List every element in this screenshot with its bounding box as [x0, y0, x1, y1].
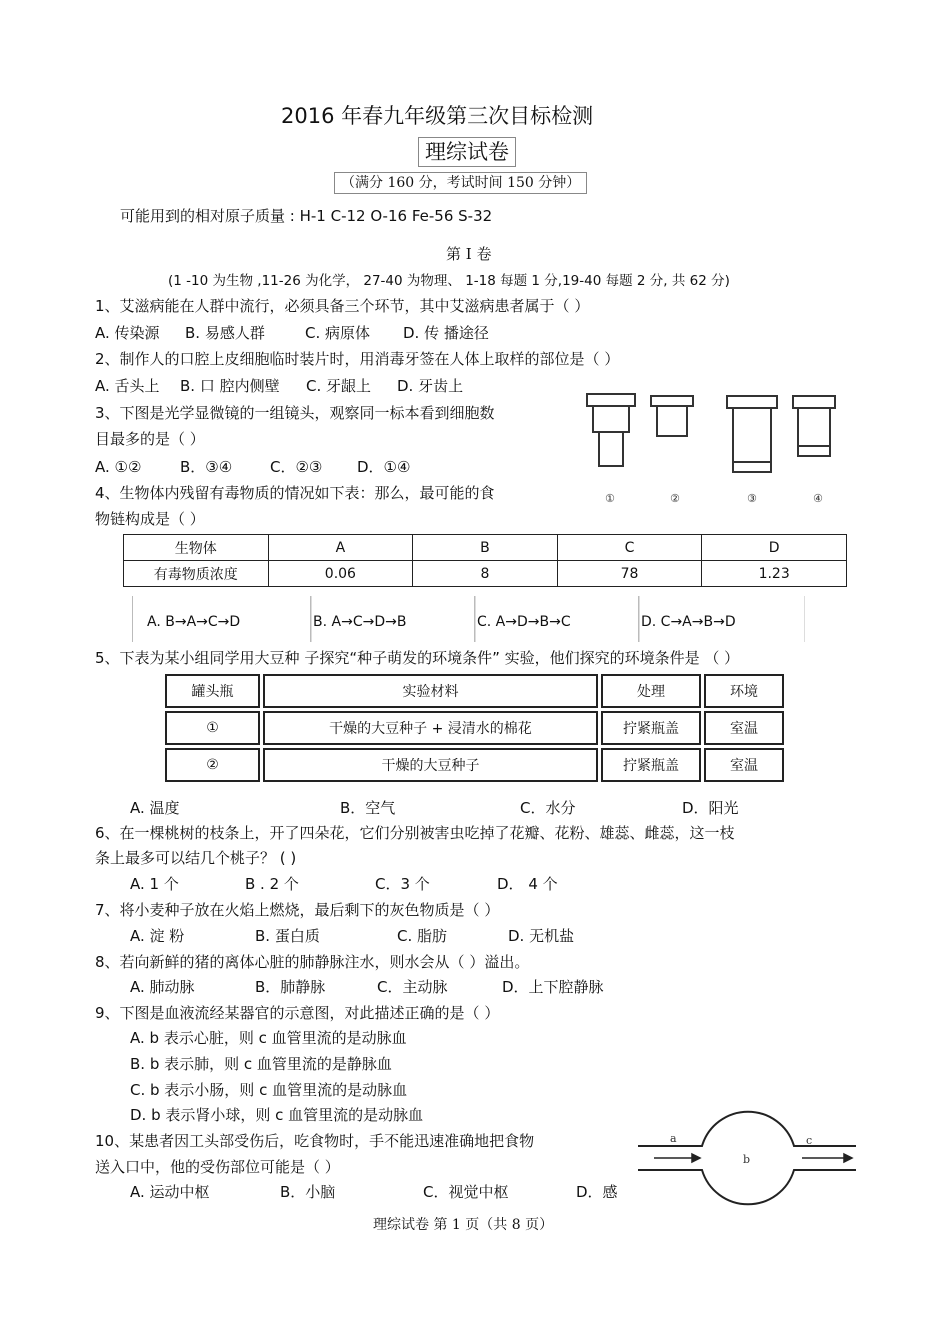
table-cell: 室温: [704, 711, 784, 745]
table-header: 环境: [704, 674, 784, 708]
table-cell: ②: [165, 748, 260, 782]
q3-option-b: B．③④: [180, 458, 233, 476]
diagram-label-c: c: [806, 1134, 813, 1147]
q4-option-b: [310, 596, 476, 642]
table-cell: 拧紧瓶盖: [601, 711, 701, 745]
diagram-label-b: b: [743, 1153, 751, 1166]
table-header: C: [557, 535, 702, 561]
exam-title: 2016 年春九年级第三次目标检测: [281, 104, 594, 128]
table-cell: 0.06: [268, 561, 413, 587]
table-header: 处理: [601, 674, 701, 708]
q6-option-d: D． 4 个: [497, 875, 558, 893]
table-cell: 有毒物质浓度: [124, 561, 269, 587]
question-1: 1、艾滋病能在人群中流行，必须具备三个环节，其中艾滋病患者属于（ ）: [95, 297, 590, 315]
exam-info: （满分 160 分，考试时间 150 分钟）: [334, 172, 587, 194]
table-cell: 78: [557, 561, 702, 587]
q10-option-b: B．小脑: [280, 1183, 336, 1201]
q3-option-a: A. ①②: [95, 458, 142, 476]
question-6-line-2: 条上最多可以结几个桃子？ ( ): [95, 849, 297, 867]
q5-option-c: C．水分: [520, 799, 576, 817]
q3-option-c: C．②③: [270, 458, 323, 476]
q7-option-b: B. 蛋白质: [255, 927, 320, 945]
q2-option-a: A. 舌头上: [95, 377, 160, 395]
q4-option-d-text: D. C→A→B→D: [641, 614, 736, 630]
question-3-line-1: 3、下图是光学显微镜的一组镜头，观察同一标本看到细胞数: [95, 404, 495, 422]
table-header: 实验材料: [263, 674, 598, 708]
q8-option-a: A. 肺动脉: [130, 978, 195, 996]
q8-option-b: B．肺静脉: [255, 978, 326, 996]
q6-option-b: B . 2 个: [245, 875, 299, 893]
lens-label-2: ②: [670, 492, 680, 505]
q6-option-c: C．3 个: [375, 875, 430, 893]
q5-option-a: A. 温度: [130, 799, 180, 817]
toxin-concentration-table: [123, 534, 847, 587]
table-cell: ①: [165, 711, 260, 745]
q9-option-b: B. b 表示肺，则 c 血管里流的是静脉血: [130, 1055, 392, 1073]
table-cell: 室温: [704, 748, 784, 782]
q4-option-c-text: C. A→D→B→C: [477, 614, 571, 630]
question-10-line-2: 送入口中，他的受伤部位可能是（ ）: [95, 1158, 340, 1176]
q8-option-d: D．上下腔静脉: [502, 978, 604, 996]
table-header: D: [702, 535, 847, 561]
page-footer: 理综试卷 第 1 页（共 8 页）: [373, 1217, 554, 1233]
question-4-line-2: 物链构成是（ ）: [95, 510, 205, 528]
exam-subtitle: 理综试卷: [418, 137, 516, 167]
diagram-label-a: a: [670, 1132, 677, 1145]
q9-option-c: C. b 表示小肠，则 c 血管里流的是动脉血: [130, 1081, 408, 1099]
q4-option-b-text: B. A→C→D→B: [313, 614, 407, 630]
question-9: 9、下图是血液流经某器官的示意图，对此描述正确的是（ ）: [95, 1004, 500, 1022]
question-3-line-2: 目最多的是（ ）: [95, 430, 205, 448]
q7-option-d: D. 无机盐: [508, 927, 575, 945]
table-cell: 1.23: [702, 561, 847, 587]
table-header: 生物体: [124, 535, 269, 561]
table-header: A: [268, 535, 413, 561]
question-10-line-1: 10、某患者因工头部受伤后，吃食物时，手不能迅速准确地把食物: [95, 1132, 535, 1150]
q4-option-c: [474, 596, 640, 642]
q1-option-a: A. 传染源: [95, 324, 160, 342]
q9-option-a: A. b 表示心脏，则 c 血管里流的是动脉血: [130, 1029, 407, 1047]
q5-option-d: D．阳光: [682, 799, 739, 817]
table-cell: 干燥的大豆种子: [263, 748, 598, 782]
q10-option-a: A. 运动中枢: [130, 1183, 210, 1201]
seed-experiment-table: [162, 671, 787, 785]
question-4-line-1: 4、生物体内残留有毒物质的情况如下表：那么，最可能的食: [95, 484, 495, 502]
lens-label-3: ③: [747, 492, 757, 505]
q4-option-a-text: A. B→A→C→D: [147, 614, 241, 630]
lens-label-4: ④: [813, 492, 823, 505]
q2-option-d: D. 牙齿上: [397, 377, 464, 395]
question-6-line-1: 6、在一棵桃树的枝条上，开了四朵花，它们分别被害虫吃掉了花瓣、花粉、雄蕊、雌蕊，这一枝: [95, 824, 735, 842]
q6-option-a: A. 1 个: [130, 875, 179, 893]
question-5: 5、下表为某小组同学用大豆种 子探究“种子萌发的环境条件” 实验，他们探究的环境条件是 （ ）: [95, 649, 740, 667]
q1-option-b: B. 易感人群: [185, 324, 265, 342]
question-8: 8、若向新鲜的猪的离体心脏的肺静脉注水，则水会从（ ）溢出。: [95, 953, 530, 971]
q3-option-d: D．①④: [357, 458, 411, 476]
q1-option-d: D. 传 播途径: [403, 324, 489, 342]
q10-option-c: C．视觉中枢: [423, 1183, 509, 1201]
q1-option-c: C. 病原体: [305, 324, 371, 342]
table-header: 罐头瓶: [165, 674, 260, 708]
table-cell: 拧紧瓶盖: [601, 748, 701, 782]
q5-option-b: B．空气: [340, 799, 396, 817]
q8-option-c: C．主动脉: [377, 978, 448, 996]
atomic-mass-line: 可能用到的相对原子质量 : H-1 C-12 O-16 Fe-56 S-32: [120, 207, 493, 225]
q2-option-c: C. 牙龈上: [306, 377, 372, 395]
q10-option-d: D．感: [576, 1183, 618, 1201]
q7-option-c: C. 脂肪: [397, 927, 448, 945]
q9-option-d: D. b 表示肾小球，则 c 血管里流的是动脉血: [130, 1106, 424, 1124]
table-header: B: [413, 535, 558, 561]
q4-option-a: [132, 596, 312, 642]
question-7: 7、将小麦种子放在火焰上燃烧，最后剩下的灰色物质是（ ）: [95, 901, 500, 919]
part-heading: 第 I 卷: [446, 245, 492, 263]
lens-label-1: ①: [605, 492, 615, 505]
table-cell: 干燥的大豆种子 + 浸清水的棉花: [263, 711, 598, 745]
microscope-lenses-figure: [583, 388, 843, 482]
table-cell: 8: [413, 561, 558, 587]
question-2: 2、制作人的口腔上皮细胞临时装片时，用消毒牙签在人体上取样的部位是（ ）: [95, 350, 620, 368]
q7-option-a: A. 淀 粉: [130, 927, 185, 945]
scoring-note: (1 -10 为生物 ,11-26 为化学， 27-40 为物理、 1-18 每题 1 分,19-40 每题 2 分, 共 62 分): [168, 273, 730, 289]
q2-option-b: B. 口 腔内侧壁: [180, 377, 280, 395]
q4-option-d: [638, 596, 805, 642]
